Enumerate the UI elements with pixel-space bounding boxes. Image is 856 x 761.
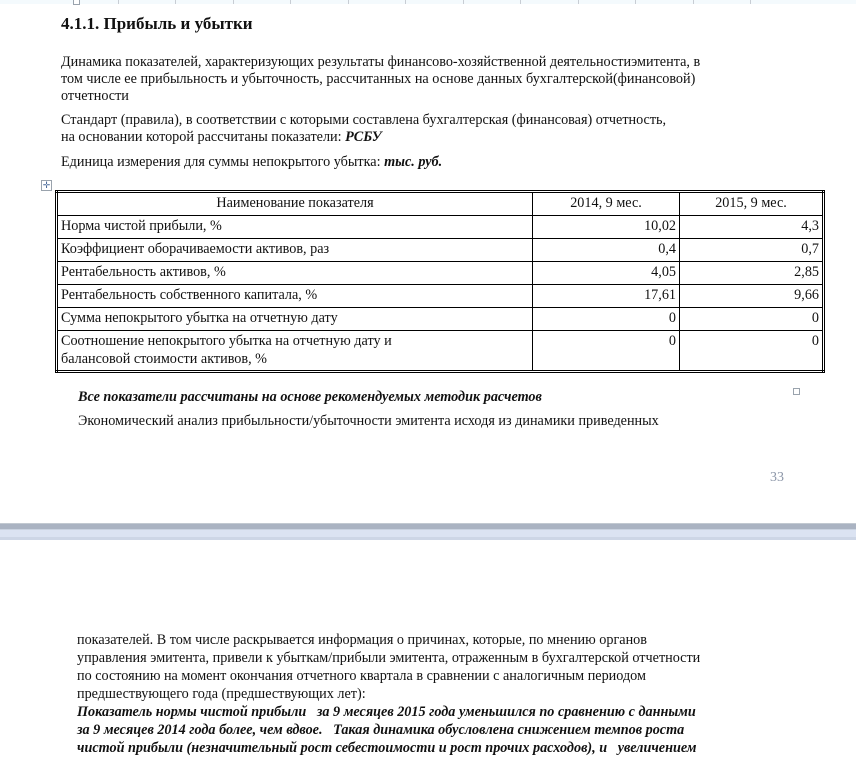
row-value-2015: 0 — [680, 331, 824, 372]
emphasis-line: чистой прибыли (незначительный рост себестоимости и рост прочих расходов), и увеличением — [77, 740, 697, 756]
table-row — [57, 308, 824, 331]
row-name-line: балансовой стоимости активов, % — [61, 351, 267, 367]
unit-label: Единица измерения для суммы непокрытого убытка: — [61, 154, 385, 170]
analysis-intro: Экономический анализ прибыльности/убыточности эмитента исходя из динамики приведенных — [78, 413, 659, 429]
column-header-2014: 2014, 9 мес. — [533, 192, 680, 216]
standard-label: на основании которой рассчитаны показатели: — [61, 129, 346, 145]
standard-line: Стандарт (правила), в соответствии с которыми составлена бухгалтерская (финансовая) отчетность, — [61, 112, 667, 128]
emphasis-line: Показатель нормы чистой прибыли за 9 месяцев 2015 года уменьшился по сравнению с данными — [77, 704, 696, 720]
row-value-2015: 0,7 — [680, 239, 824, 262]
page-separator — [0, 523, 856, 542]
text-line: управления эмитента, привели к убыткам/прибыли эмитента, отраженным в бухгалтерской отчетности — [77, 650, 701, 666]
table-move-handle-icon[interactable]: ✛ — [42, 180, 51, 190]
row-value-2015: 2,85 — [680, 262, 824, 285]
row-name: Норма чистой прибыли, % — [57, 216, 533, 239]
table-row — [57, 239, 824, 262]
table-row — [57, 216, 824, 239]
document-page-next[interactable] — [0, 542, 856, 761]
intro-line: том числе ее прибыльность и убыточность, рассчитанных на основе данных бухгалтерской(финансовой) — [61, 71, 696, 87]
table-row — [57, 262, 824, 285]
text-line: показателей. В том числе раскрывается информация о причинах, которые, по мнению органов — [77, 632, 647, 648]
row-value-2014: 10,02 — [533, 216, 680, 239]
column-header-name: Наименование показателя — [57, 192, 533, 216]
standard-line — [61, 129, 666, 146]
row-name: Сумма непокрытого убытка на отчетную дату — [57, 308, 533, 331]
table-header-row — [57, 192, 824, 216]
intro-line: Динамика показателей, характеризующих результаты финансово-хозяйственной деятельностиэмитента, в — [61, 54, 701, 70]
row-name-line: Соотношение непокрытого убытка на отчетную дату и — [61, 333, 392, 349]
table-row — [57, 285, 824, 308]
unit-value: тыс. руб. — [384, 154, 443, 170]
indicators-table — [55, 190, 825, 373]
unit-paragraph — [61, 154, 442, 171]
row-name: Рентабельность собственного капитала, % — [57, 285, 533, 308]
text-line: предшествующего года (предшествующих лет): — [77, 686, 366, 702]
page-number: 33 — [770, 470, 784, 485]
row-name — [57, 331, 533, 372]
row-value-2014: 17,61 — [533, 285, 680, 308]
row-value-2014: 0 — [533, 308, 680, 331]
table-resize-handle-icon[interactable] — [793, 388, 800, 395]
row-value-2014: 4,05 — [533, 262, 680, 285]
text-line: по состоянию на момент окончания отчетного квартала в сравнении с аналогичным периодом — [77, 668, 646, 684]
intro-paragraph — [61, 54, 700, 105]
row-value-2014: 0,4 — [533, 239, 680, 262]
standard-paragraph — [61, 112, 666, 146]
methodology-note: Все показатели рассчитаны на основе рекомендуемых методик расчетов — [78, 389, 542, 405]
row-value-2015: 9,66 — [680, 285, 824, 308]
row-name: Рентабельность активов, % — [57, 262, 533, 285]
row-value-2015: 4,3 — [680, 216, 824, 239]
section-heading: 4.1.1. Прибыль и убытки — [61, 14, 253, 33]
document-page[interactable] — [0, 4, 856, 522]
analysis-text — [77, 631, 797, 757]
row-name: Коэффициент оборачиваемости активов, раз — [57, 239, 533, 262]
standard-value: РСБУ — [345, 129, 382, 145]
row-value-2015: 0 — [680, 308, 824, 331]
intro-line: отчетности — [61, 88, 129, 104]
column-header-2015: 2015, 9 мес. — [680, 192, 824, 216]
row-value-2014: 0 — [533, 331, 680, 372]
table-row — [57, 331, 824, 372]
emphasis-line: за 9 месяцев 2014 года более, чем вдвое. Такая динамика обусловлена снижением темпов роста — [77, 722, 685, 738]
